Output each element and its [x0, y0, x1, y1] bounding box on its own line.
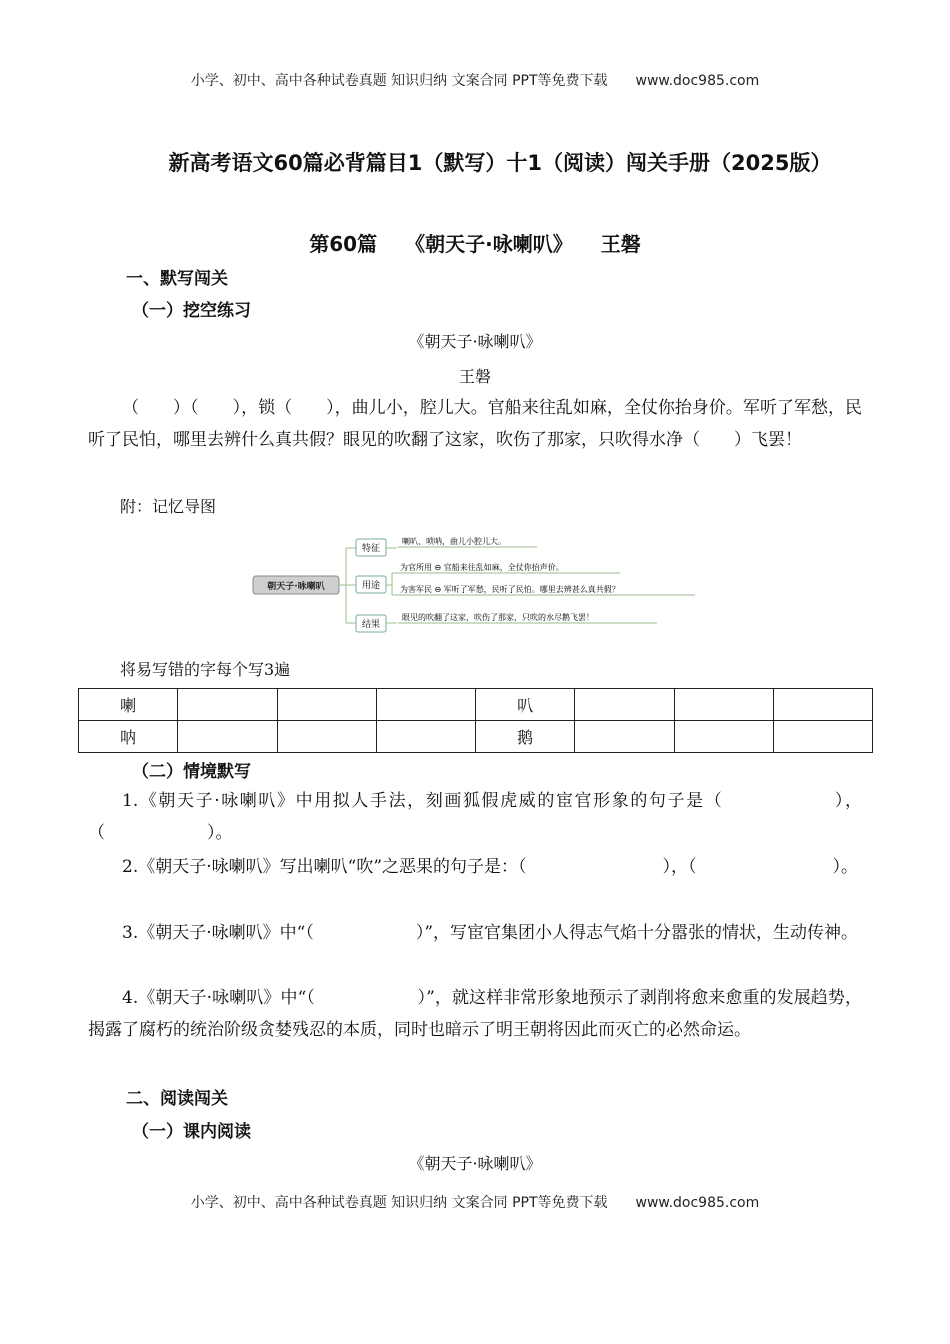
mindmap-branch-usage — [356, 562, 695, 595]
practice-blank[interactable] — [575, 689, 674, 721]
practice-blank[interactable] — [178, 721, 277, 753]
branch-leaf: 眼见的吹翻了这家，吹伤了那家，只吹的水尽鹅飞罢！ — [402, 613, 594, 622]
practice-blank[interactable] — [674, 689, 773, 721]
practice-blank[interactable] — [277, 721, 376, 753]
branch-label: 用途 — [361, 581, 381, 591]
practice-instruction: 将易写错的字每个写3遍 — [120, 660, 291, 679]
practice-char: 呐 — [79, 721, 178, 753]
poem-title: 《朝天子·咏喇叭》 — [408, 332, 542, 351]
branch-leaf: 为官所用 ⊖ 官船来往乱如麻，全仗你抬声价。 — [400, 563, 564, 572]
branch-leaf: 喇叭、唢呐，曲儿小腔儿大。 — [402, 537, 506, 546]
practice-char: 鹅 — [476, 721, 575, 753]
section2-heading: 二、阅读闯关 — [126, 1089, 228, 1109]
branch-label: 结果 — [361, 620, 381, 630]
reading-poem-title: 《朝天子·咏喇叭》 — [408, 1154, 542, 1173]
practice-blank[interactable] — [178, 689, 277, 721]
page-header — [0, 70, 950, 90]
table-row — [79, 721, 873, 753]
mindmap-branch-result — [356, 612, 657, 632]
branch-leaf: 为害军民 ⊖ 军听了军愁，民听了民怕。哪里去辨甚么真共假？ — [400, 585, 620, 594]
footer-text: 小学、初中、高中各种试卷真题 知识归纳 文案合同 PPT等免费下载 — [190, 1195, 608, 1211]
branch-label: 特征 — [361, 544, 381, 554]
practice-blank[interactable] — [674, 721, 773, 753]
poem-author: 王磐 — [458, 367, 491, 386]
mindmap — [252, 528, 702, 638]
poem-fill-text: （ ）（ ），锁（ ），曲儿小，腔儿大。官船来往乱如麻，全仗你抬身价。军听了军愁，民听了民怕，哪里去辨什么真共假？眼见的吹翻了这家，吹伤了那家，只吹得水净（ ）飞罢！ — [88, 398, 862, 450]
mindmap-branch-features — [356, 536, 537, 556]
footer-site[interactable]: www.doc985.com — [635, 1195, 760, 1211]
mindmap-root — [253, 576, 339, 594]
question-2: 2.《朝天子·咏喇叭》写出喇叭“吹”之恶果的句子是：（ ），（ ）。 — [122, 857, 859, 877]
practice-blank[interactable] — [575, 721, 674, 753]
part2-heading: （二）情境默写 — [132, 762, 251, 782]
appendix-label: 附：记忆导图 — [120, 497, 217, 516]
practice-table — [78, 688, 873, 753]
practice-char: 喇 — [79, 689, 178, 721]
practice-blank[interactable] — [773, 689, 872, 721]
article-subtitle — [0, 228, 950, 257]
header-text: 小学、初中、高中各种试卷真题 知识归纳 文案合同 PPT等免费下载 — [190, 73, 608, 89]
question-4: 4.《朝天子·咏喇叭》中“（ ）”，就这样非常形象地预示了剥削将愈来愈重的发展趋势，揭露了腐朽的统治阶级贪婪残忍的本质，同时也暗示了明王朝将因此而灭亡的必然命运。 — [88, 988, 862, 1040]
section1-heading: 一、默写闯关 — [126, 269, 228, 289]
question-1: 1.《朝天子·咏喇叭》中用拟人手法，刻画狐假虎威的宦官形象的句子是（ ），（ ）。 — [88, 791, 862, 843]
practice-blank[interactable] — [376, 689, 475, 721]
practice-blank[interactable] — [773, 721, 872, 753]
mindmap-root-label: 朝天子·咏喇叭 — [267, 582, 325, 592]
practice-char: 叭 — [476, 689, 575, 721]
part1-heading: （一）挖空练习 — [132, 301, 251, 321]
table-row — [79, 689, 873, 721]
reading-part1-heading: （一）课内阅读 — [132, 1122, 251, 1142]
article-work: 《朝天子·咏喇叭》 — [405, 232, 573, 256]
document-title: 新高考语文60篇必背篇目1（默写）十1（阅读）闯关手册（2025版） — [168, 151, 832, 175]
article-author: 王磐 — [600, 232, 641, 256]
page-footer — [0, 1192, 950, 1212]
header-site[interactable]: www.doc985.com — [635, 73, 760, 89]
practice-blank[interactable] — [376, 721, 475, 753]
question-3: 3.《朝天子·咏喇叭》中“（ ）”，写宦官集团小人得志气焰十分嚣张的情状，生动传神。 — [122, 923, 859, 943]
practice-blank[interactable] — [277, 689, 376, 721]
article-number: 第60篇 — [309, 232, 378, 256]
